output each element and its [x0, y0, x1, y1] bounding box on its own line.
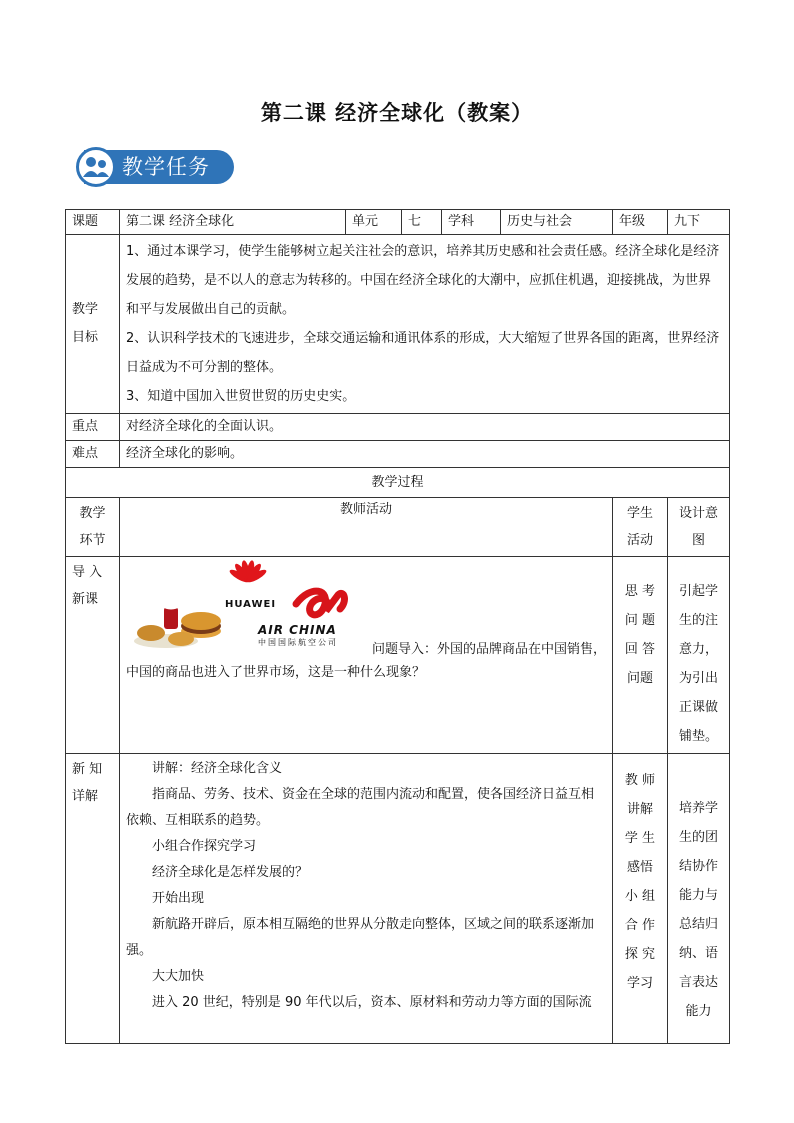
- info-row: [66, 210, 730, 235]
- course-value: 第二课 经济全球化: [120, 210, 346, 235]
- page-title: 第二课 经济全球化（教案）: [260, 100, 534, 125]
- airchina-logo-icon: [296, 591, 344, 615]
- header-student: 学生 活动: [613, 498, 668, 557]
- course-label: 课题: [66, 210, 120, 235]
- badge-label: 教学任务: [122, 155, 210, 179]
- intro-stage: 导 入 新课: [66, 557, 120, 754]
- intro-design: 引起学 生的注 意力， 为引出 正课做 铺垫。: [668, 557, 730, 754]
- new-lesson-row: [66, 754, 730, 1044]
- brand-images: [126, 559, 606, 659]
- key-point-value: 对经济全球化的全面认识。: [120, 414, 730, 441]
- huawei-logo-text: HUAWEI: [225, 599, 277, 610]
- grade-value: 九下: [668, 210, 730, 235]
- airchina-logo-cn: 中国国际航空公司: [258, 638, 338, 647]
- new-lesson-design: 培养学 生的团 结协作 能力与 总结归 纳、语 言表达 能力: [668, 754, 730, 1044]
- unit-value: 七: [402, 210, 442, 235]
- subject-value: 历史与社会: [501, 210, 613, 235]
- goals-row: [66, 235, 730, 414]
- key-point-row: [66, 414, 730, 441]
- key-point-label: 重点: [66, 414, 120, 441]
- goal-item: 1、通过本课学习，使学生能够树立起关注社会的意识，培养其历史感和社会责任感。经济全球化是经济发展的趋势，是不以人的意志为转移的。中国在经济全球化的大潮中，应抓住机遇，迎接挑战，为世界和平与发展做出自己的贡献。: [126, 244, 720, 317]
- lesson-plan-table: [65, 209, 730, 1044]
- section-badge: [76, 147, 234, 187]
- intro-question-1: 问题导入：外国的品牌商品在中国销售，: [372, 642, 607, 657]
- goals-label: 教学 目标: [66, 235, 120, 414]
- goal-item: 2、认识科学技术的飞速进步，全球交通运输和通讯体系的形成，大大缩短了世界各国的距离，世界经济日益成为不可分割的整体。: [126, 331, 720, 375]
- unit-label: 单元: [346, 210, 402, 235]
- difficulty-row: [66, 441, 730, 468]
- header-design: 设计意 图: [668, 498, 730, 557]
- goals-content: [120, 235, 730, 414]
- process-heading: 教学过程: [66, 468, 730, 498]
- new-lesson-stage: 新 知 详解: [66, 754, 120, 1044]
- people-icon: [76, 147, 116, 187]
- new-lesson-teacher-activity: 讲解：经济全球化含义 指商品、劳务、技术、资金在全球的范围内流动和配置，使各国经济日益互相依赖、互相联系的趋势。 小组合作探究学习 经济全球化是怎样发展的？ 开始出现 新航路开辟后，原本相互隔绝的世界从分散走向整体，区域之间的联系逐渐加强。 大大加快 进入 20 世纪，特别是 90 年代以后，资本、原材料和劳动力等方面的国际流: [120, 754, 613, 1044]
- process-header-row: [66, 498, 730, 557]
- process-heading-row: [66, 468, 730, 498]
- grade-label: 年级: [613, 210, 668, 235]
- intro-teacher-activity: [120, 557, 613, 754]
- difficulty-value: 经济全球化的影响。: [120, 441, 730, 468]
- difficulty-label: 难点: [66, 441, 120, 468]
- intro-question-2: 中国的商品也进入了世界市场，这是一种什么现象？: [126, 665, 426, 680]
- intro-student: 思 考 问 题 回 答 问题: [613, 557, 668, 754]
- header-teacher: 教师活动: [120, 498, 613, 557]
- huawei-logo-icon: [228, 560, 268, 585]
- header-stage: 教学 环节: [66, 498, 120, 557]
- goal-item: 3、知道中国加入世贸世贸的历史史实。: [126, 389, 356, 404]
- airchina-logo-text: AIR CHINA: [258, 623, 337, 637]
- subject-label: 学科: [442, 210, 501, 235]
- food-image-icon: [134, 605, 221, 649]
- intro-row: [66, 557, 730, 754]
- new-lesson-student: 教 师 讲解 学 生 感悟 小 组 合 作 探 究 学习: [613, 754, 668, 1044]
